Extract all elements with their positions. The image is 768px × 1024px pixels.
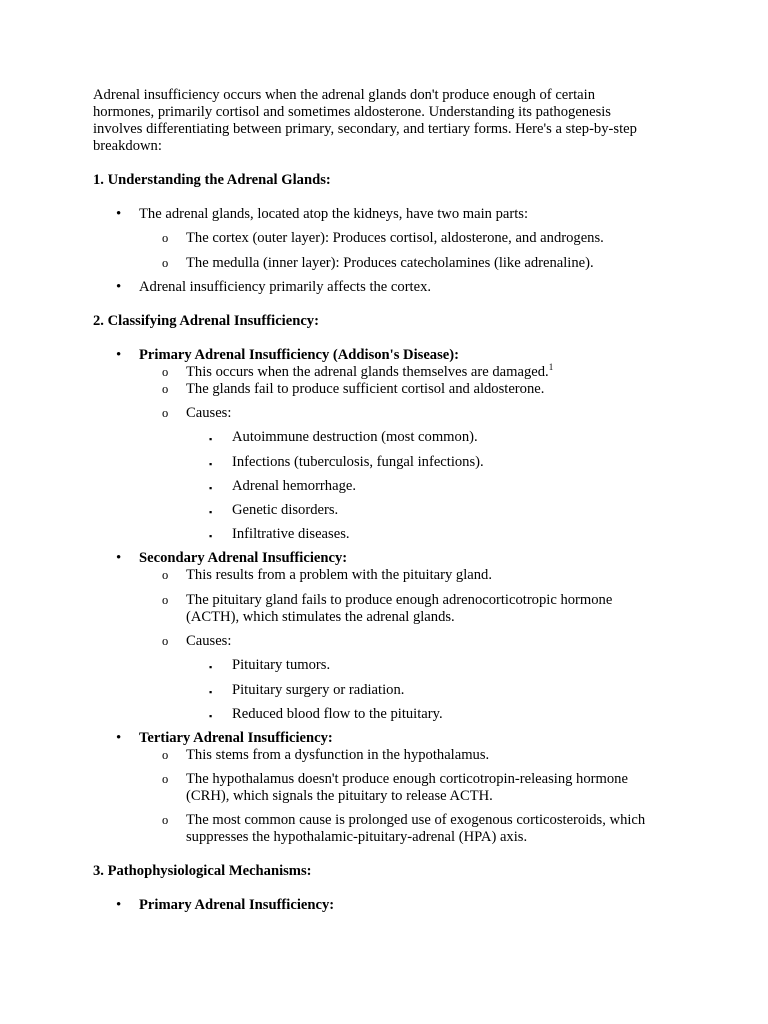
square-bullet-icon: ▪ bbox=[209, 687, 213, 697]
list-item: Causes: bbox=[186, 405, 232, 421]
list-item: The most common cause is prolonged use of exogenous corticosteroids, which bbox=[186, 812, 646, 828]
section-heading: 3. Pathophysiological Mechanisms: bbox=[93, 863, 312, 879]
list-item: Infections (tuberculosis, fungal infections). bbox=[232, 454, 484, 470]
intro-line: Adrenal insufficiency occurs when the adrenal glands don't produce enough of certain bbox=[93, 87, 596, 103]
bullet-icon: • bbox=[116, 347, 122, 363]
list-item: Causes: bbox=[186, 633, 232, 649]
list-item: Autoimmune destruction (most common). bbox=[232, 429, 478, 445]
square-bullet-icon: ▪ bbox=[209, 711, 213, 721]
list-item: Infiltrative diseases. bbox=[232, 526, 350, 542]
list-item: This results from a problem with the pituitary gland. bbox=[186, 567, 493, 583]
square-bullet-icon: ▪ bbox=[209, 483, 213, 493]
list-item: Adrenal hemorrhage. bbox=[232, 478, 356, 494]
circle-bullet-icon: o bbox=[162, 568, 169, 582]
circle-bullet-icon: o bbox=[162, 748, 169, 762]
circle-bullet-icon: o bbox=[162, 365, 169, 379]
list-item: The adrenal glands, located atop the kidneys, have two main parts: bbox=[139, 206, 529, 222]
square-bullet-icon: ▪ bbox=[209, 434, 213, 444]
list-item-text: This occurs when the adrenal glands themselves are damaged. bbox=[186, 364, 549, 380]
list-item: Adrenal insufficiency primarily affects the cortex. bbox=[139, 279, 432, 295]
square-bullet-icon: ▪ bbox=[209, 662, 213, 672]
list-item: Genetic disorders. bbox=[232, 502, 339, 518]
section-heading: 2. Classifying Adrenal Insufficiency: bbox=[93, 313, 319, 329]
bullet-icon: • bbox=[116, 730, 122, 746]
list-item: The glands fail to produce sufficient cortisol and aldosterone. bbox=[186, 381, 545, 397]
list-item: The medulla (inner layer): Produces catecholamines (like adrenaline). bbox=[186, 255, 594, 271]
list-item-continuation: (ACTH), which stimulates the adrenal glands. bbox=[186, 609, 455, 625]
bullet-icon: • bbox=[116, 550, 122, 566]
square-bullet-icon: ▪ bbox=[209, 459, 213, 469]
section-heading: 1. Understanding the Adrenal Glands: bbox=[93, 172, 331, 188]
intro-line: involves differentiating between primary, secondary, and tertiary forms. Here's a step-by-step bbox=[93, 121, 637, 137]
circle-bullet-icon: o bbox=[162, 813, 169, 827]
list-item bbox=[186, 364, 553, 381]
circle-bullet-icon: o bbox=[162, 382, 169, 396]
list-item-title: Primary Adrenal Insufficiency (Addison's Disease): bbox=[139, 347, 459, 363]
list-item-title: Primary Adrenal Insufficiency: bbox=[139, 897, 335, 913]
list-item-title: Tertiary Adrenal Insufficiency: bbox=[139, 730, 333, 746]
bullet-icon: • bbox=[116, 897, 122, 913]
list-item-continuation: (CRH), which signals the pituitary to release ACTH. bbox=[186, 788, 493, 804]
footnote-link[interactable]: 1 bbox=[548, 362, 554, 373]
list-item-title: Secondary Adrenal Insufficiency: bbox=[139, 550, 348, 566]
list-item: Pituitary tumors. bbox=[232, 657, 331, 673]
circle-bullet-icon: o bbox=[162, 406, 169, 420]
list-item: The pituitary gland fails to produce enough adrenocorticotropic hormone bbox=[186, 592, 613, 608]
intro-line: breakdown: bbox=[93, 138, 162, 154]
bullet-icon: • bbox=[116, 279, 122, 295]
intro-paragraph bbox=[93, 87, 693, 155]
circle-bullet-icon: o bbox=[162, 231, 169, 245]
square-bullet-icon: ▪ bbox=[209, 531, 213, 541]
list-item-continuation: suppresses the hypothalamic-pituitary-adrenal (HPA) axis. bbox=[186, 829, 528, 845]
bullet-icon: • bbox=[116, 206, 122, 222]
circle-bullet-icon: o bbox=[162, 634, 169, 648]
circle-bullet-icon: o bbox=[162, 593, 169, 607]
list-item: The cortex (outer layer): Produces cortisol, aldosterone, and androgens. bbox=[186, 230, 604, 246]
list-item: This stems from a dysfunction in the hypothalamus. bbox=[186, 747, 490, 763]
intro-line: hormones, primarily cortisol and sometimes aldosterone. Understanding its pathogenesis bbox=[93, 104, 611, 120]
list-item: Pituitary surgery or radiation. bbox=[232, 682, 405, 698]
list-item: Reduced blood flow to the pituitary. bbox=[232, 706, 443, 722]
list-item: The hypothalamus doesn't produce enough corticotropin-releasing hormone bbox=[186, 771, 628, 787]
square-bullet-icon: ▪ bbox=[209, 507, 213, 517]
circle-bullet-icon: o bbox=[162, 256, 169, 270]
circle-bullet-icon: o bbox=[162, 772, 169, 786]
